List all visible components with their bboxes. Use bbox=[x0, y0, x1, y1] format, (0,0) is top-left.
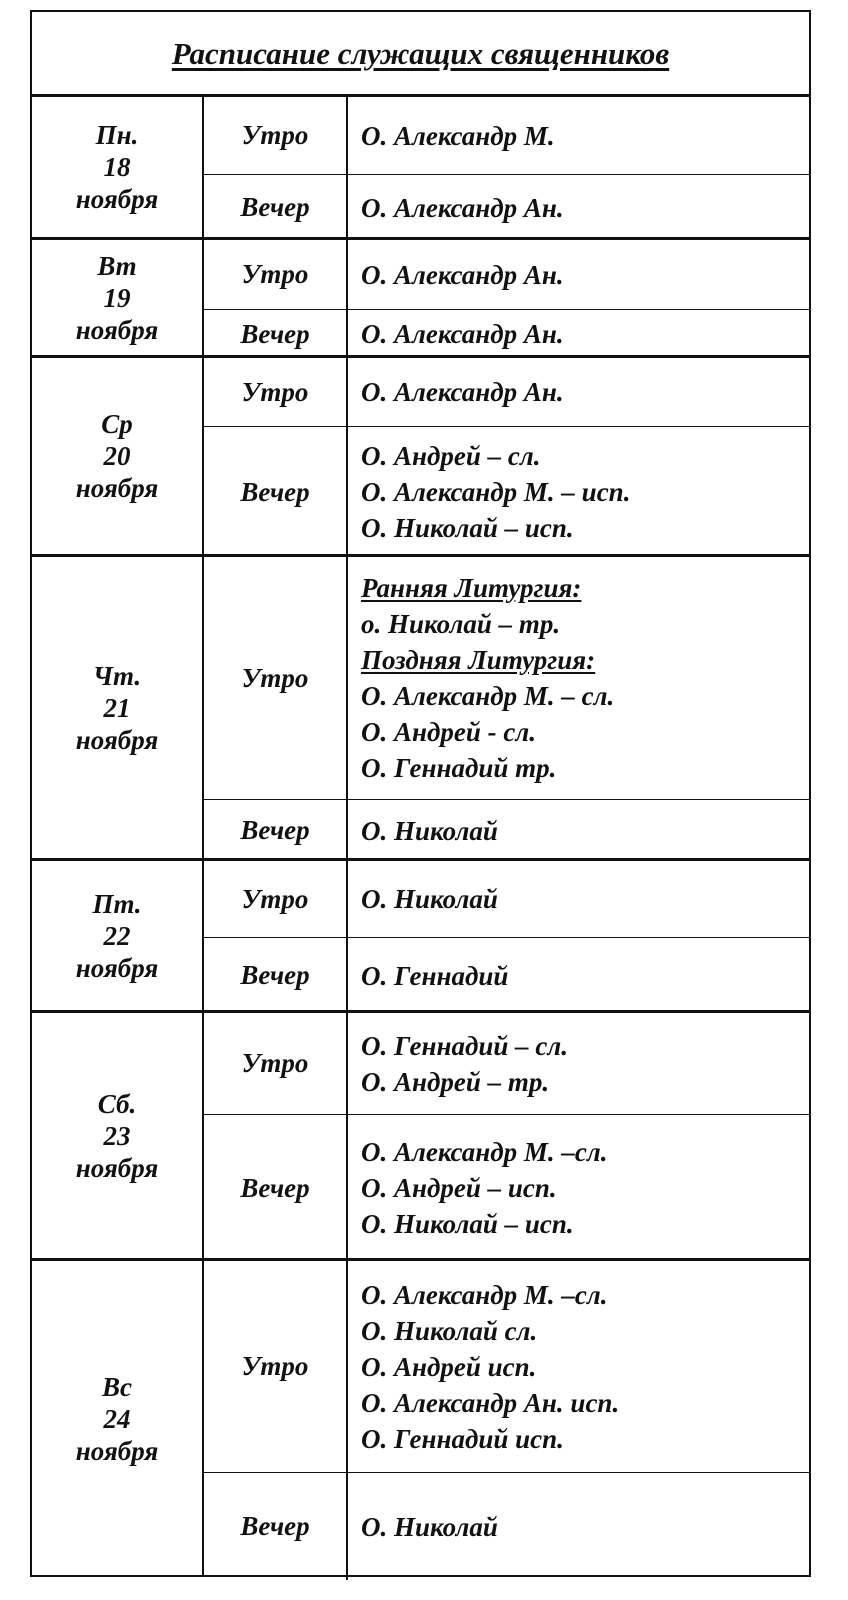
priest-line: О. Александр М. – сл. bbox=[361, 681, 615, 711]
priest-line: О. Геннадий – сл. bbox=[361, 1030, 568, 1061]
slot-label: Вечер bbox=[204, 938, 348, 1013]
priest-line: О. Николай – исп. bbox=[361, 1209, 574, 1239]
slot-label: Вечер bbox=[204, 175, 348, 240]
slot-label: Утро bbox=[204, 97, 348, 174]
liturgy-heading: Ранняя Литургия: bbox=[361, 573, 582, 603]
service-slot bbox=[204, 937, 809, 1013]
service-slot bbox=[204, 1261, 809, 1472]
service-slot bbox=[204, 1013, 809, 1114]
day-month: ноября bbox=[75, 952, 159, 983]
day-month: ноября bbox=[75, 1436, 159, 1466]
schedule-table bbox=[30, 10, 811, 1577]
day-weekday: Сб. bbox=[97, 1088, 137, 1119]
day-label bbox=[32, 97, 204, 237]
priest-line: О. Геннадий bbox=[361, 960, 509, 991]
slot-priests bbox=[361, 557, 803, 799]
priest-line: О. Николай – исп. bbox=[361, 513, 574, 543]
day-label bbox=[32, 240, 204, 355]
priest-line: О. Николай bbox=[361, 815, 498, 846]
priest-line: О. Николай сл. bbox=[361, 1315, 538, 1346]
priest-line: О. Геннадий исп. bbox=[361, 1423, 564, 1454]
day-month: ноября bbox=[75, 724, 159, 755]
slot-label: Вечер bbox=[204, 310, 348, 358]
day-row bbox=[32, 1258, 809, 1577]
slot-priests bbox=[361, 800, 803, 861]
slot-label: Вечер bbox=[204, 1473, 348, 1580]
service-slot bbox=[204, 557, 809, 799]
day-row bbox=[32, 355, 809, 554]
day-label bbox=[32, 1013, 204, 1258]
slot-label: Утро bbox=[204, 861, 348, 937]
service-slot bbox=[204, 358, 809, 426]
day-weekday: Вс bbox=[102, 1372, 132, 1402]
day-weekday: Вт bbox=[97, 250, 137, 281]
priest-line: О. Александр М. bbox=[361, 120, 555, 151]
priest-line: о. Николай – тр. bbox=[361, 609, 561, 639]
service-slot bbox=[204, 861, 809, 937]
priest-line: О. Александр М. – исп. bbox=[361, 477, 631, 507]
slot-priests bbox=[361, 358, 803, 426]
service-slot bbox=[204, 240, 809, 309]
priest-line: О. Александр М. –сл. bbox=[361, 1279, 608, 1310]
slot-label: Утро bbox=[204, 557, 348, 799]
schedule-title: Расписание служащих священников bbox=[171, 36, 670, 71]
day-row bbox=[32, 554, 809, 858]
slot-priests bbox=[361, 427, 803, 557]
service-slot bbox=[204, 1114, 809, 1261]
day-weekday: Чт. bbox=[92, 660, 142, 691]
day-month: ноября bbox=[75, 184, 159, 214]
liturgy-heading: Поздняя Литургия: bbox=[361, 645, 596, 675]
slot-priests bbox=[361, 861, 803, 937]
slot-priests bbox=[361, 1115, 803, 1261]
slot-label: Вечер bbox=[204, 1115, 348, 1261]
day-row bbox=[32, 94, 809, 237]
service-slot bbox=[204, 1472, 809, 1580]
day-date: 24 bbox=[103, 1404, 131, 1434]
priest-line: О. Геннадий тр. bbox=[361, 753, 557, 783]
day-month: ноября bbox=[75, 473, 159, 503]
slot-priests bbox=[361, 175, 803, 240]
priest-line: О. Александр Ан. bbox=[361, 259, 564, 290]
slot-label: Вечер bbox=[204, 427, 348, 557]
day-month: ноября bbox=[75, 314, 159, 345]
slot-priests bbox=[361, 240, 803, 309]
day-date: 23 bbox=[103, 1120, 131, 1151]
slot-label: Утро bbox=[204, 1013, 348, 1114]
service-slot bbox=[204, 174, 809, 240]
day-label bbox=[32, 1261, 204, 1577]
priest-line: О. Андрей исп. bbox=[361, 1351, 537, 1382]
slot-priests bbox=[361, 310, 803, 358]
day-row bbox=[32, 1010, 809, 1258]
day-row bbox=[32, 237, 809, 355]
slot-priests bbox=[361, 938, 803, 1013]
slot-priests bbox=[361, 1013, 803, 1114]
priest-line: О. Александр Ан. bbox=[361, 192, 564, 223]
day-month: ноября bbox=[75, 1152, 159, 1183]
day-date: 19 bbox=[103, 282, 131, 313]
slot-priests bbox=[361, 1261, 803, 1472]
day-date: 18 bbox=[103, 152, 131, 182]
day-date: 21 bbox=[103, 692, 131, 723]
slot-label: Вечер bbox=[204, 800, 348, 861]
slot-label: Утро bbox=[204, 240, 348, 309]
day-date: 20 bbox=[103, 441, 131, 471]
day-weekday: Пт. bbox=[92, 888, 142, 919]
day-label bbox=[32, 358, 204, 554]
day-label bbox=[32, 861, 204, 1010]
day-row bbox=[32, 858, 809, 1010]
day-weekday: Пн. bbox=[95, 120, 139, 150]
priest-line: О. Андрей – сл. bbox=[361, 441, 541, 471]
slot-priests bbox=[361, 1473, 803, 1580]
day-date: 22 bbox=[103, 920, 131, 951]
service-slot bbox=[204, 309, 809, 358]
priest-line: О. Андрей - сл. bbox=[361, 717, 536, 747]
slot-label: Утро bbox=[204, 1261, 348, 1472]
priest-line: О. Александр Ан. исп. bbox=[361, 1387, 620, 1418]
slot-label: Утро bbox=[204, 358, 348, 426]
day-weekday: Ср bbox=[101, 409, 133, 439]
priest-line: О. Андрей – исп. bbox=[361, 1173, 557, 1203]
priest-line: О. Александр Ан. bbox=[361, 319, 564, 349]
day-label bbox=[32, 557, 204, 858]
slot-priests bbox=[361, 97, 803, 174]
priest-line: О. Николай bbox=[361, 1511, 498, 1542]
service-slot bbox=[204, 426, 809, 557]
priest-line: О. Николай bbox=[361, 884, 498, 914]
priest-line: О. Александр М. –сл. bbox=[361, 1137, 608, 1167]
priest-line: О. Александр Ан. bbox=[361, 377, 564, 407]
service-slot bbox=[204, 97, 809, 174]
service-slot bbox=[204, 799, 809, 861]
priest-line: О. Андрей – тр. bbox=[361, 1066, 550, 1097]
